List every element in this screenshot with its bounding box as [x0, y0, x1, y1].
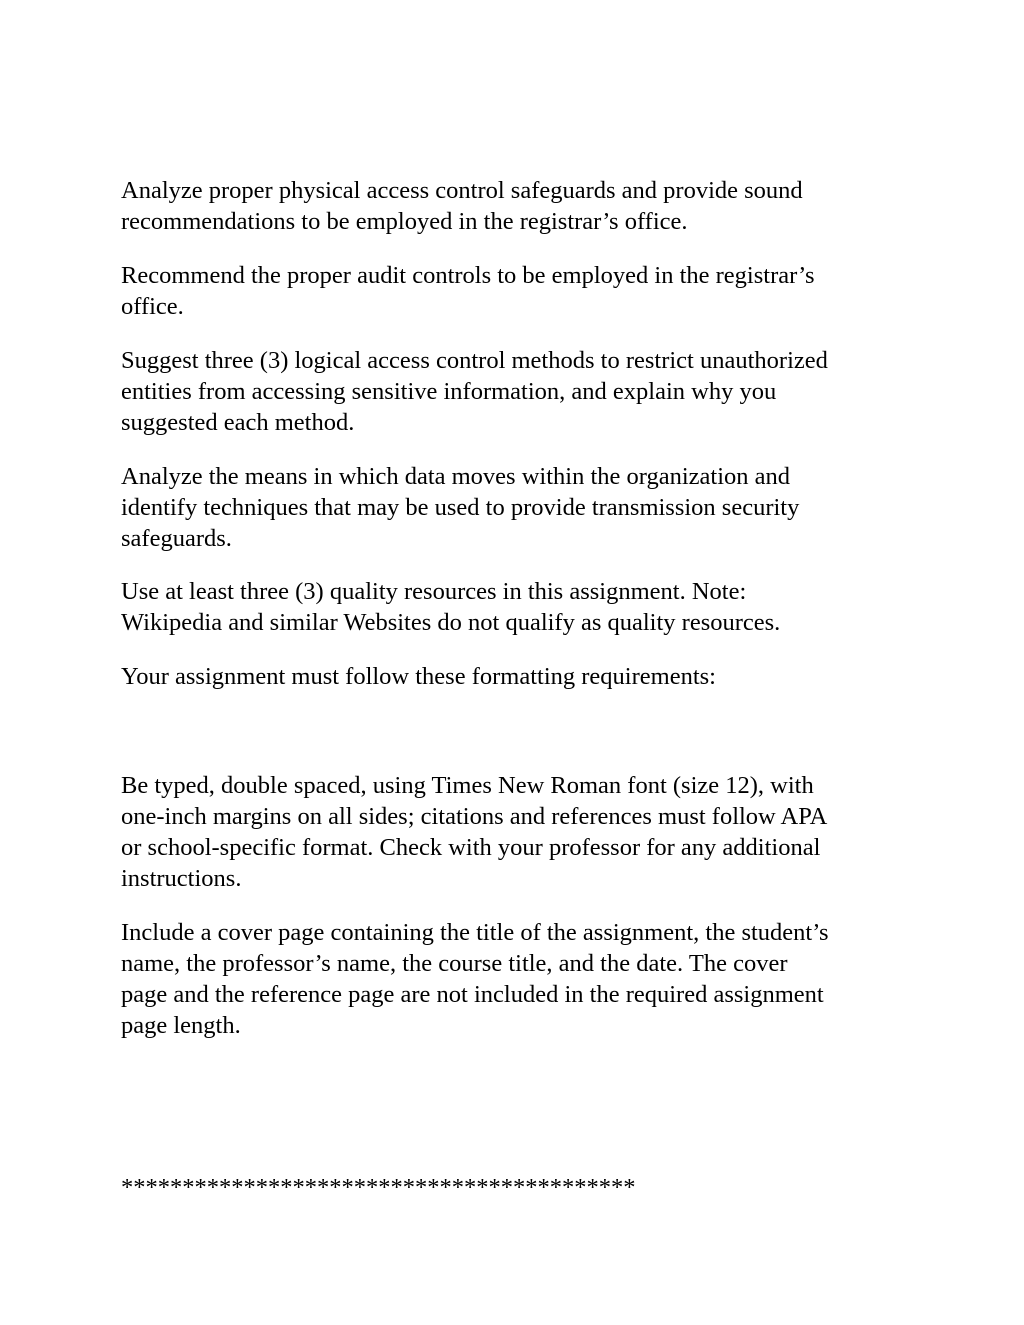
paragraph-resources: [121, 576, 911, 638]
separator-line: ******************************************: [121, 1174, 636, 1201]
paragraph-logical-access: [121, 345, 911, 438]
text-line: page length.: [121, 1012, 241, 1039]
text-line: instructions.: [121, 865, 242, 892]
text-line: Recommend the proper audit controls to be employed in the registrar’s: [121, 262, 815, 289]
text-line: suggested each method.: [121, 409, 355, 436]
text-line: name, the professor’s name, the course title, and the date. The cover: [121, 950, 788, 977]
text-line: recommendations to be employed in the registrar’s office.: [121, 208, 688, 235]
text-line: page and the reference page are not included in the required assignment: [121, 981, 824, 1008]
text-line: Analyze the means in which data moves within the organization and: [121, 463, 791, 490]
text-line: safeguards.: [121, 525, 232, 552]
text-line: Include a cover page containing the title of the assignment, the student’s: [121, 919, 829, 946]
separator-asterisks: [121, 1172, 911, 1203]
paragraph-audit-controls: [121, 260, 911, 322]
paragraph-formatting-intro: [121, 661, 911, 692]
text-line: identify techniques that may be used to provide transmission security: [121, 494, 800, 521]
paragraph-physical-access: [121, 175, 911, 237]
text-line: Suggest three (3) logical access control methods to restrict unauthorized: [121, 347, 828, 374]
text-line: one-inch margins on all sides; citations and references must follow APA: [121, 803, 828, 830]
text-line: Be typed, double spaced, using Times New Roman font (size 12), with: [121, 772, 814, 799]
text-line: Wikipedia and similar Websites do not qualify as quality resources.: [121, 609, 781, 636]
paragraph-data-transmission: [121, 461, 911, 554]
text-line: office.: [121, 293, 184, 320]
paragraph-cover-page: [121, 917, 911, 1041]
paragraph-formatting-typed: [121, 770, 911, 894]
text-line: or school-specific format. Check with your professor for any additional: [121, 834, 821, 861]
text-line: entities from accessing sensitive information, and explain why you: [121, 378, 777, 405]
text-line: Your assignment must follow these formatting requirements:: [121, 663, 716, 690]
text-line: Use at least three (3) quality resources in this assignment. Note:: [121, 578, 747, 605]
text-line: Analyze proper physical access control safeguards and provide sound: [121, 177, 803, 204]
